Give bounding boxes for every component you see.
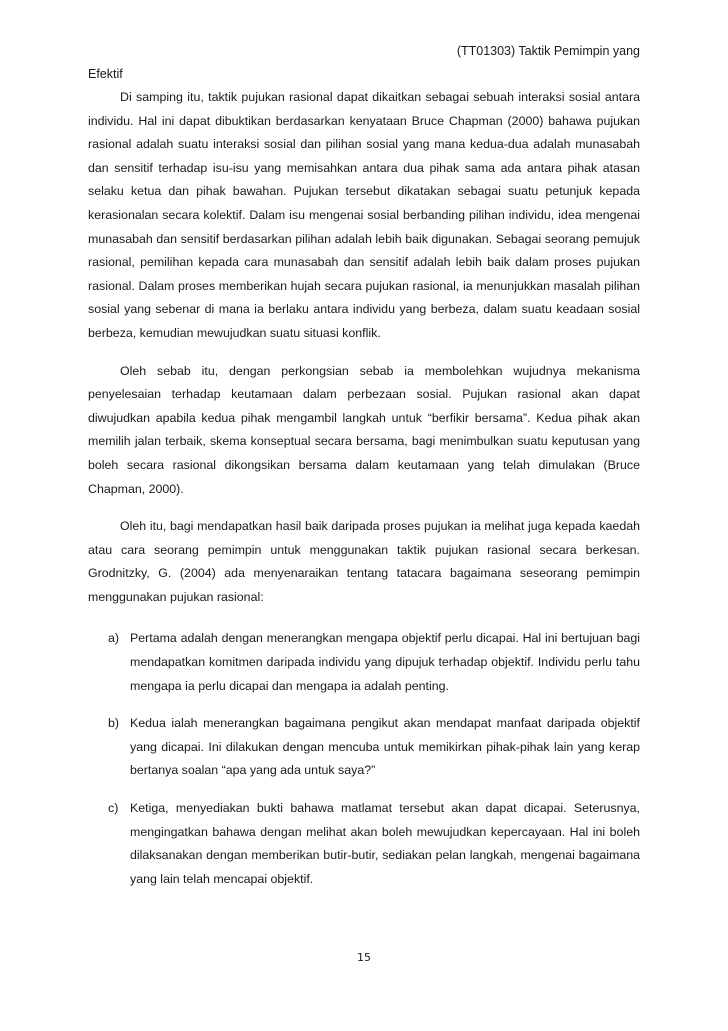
paragraph-1: Di samping itu, taktik pujukan rasional dapat dikaitkan sebagai sebuah interaksi sosial antara individu. Hal ini dapat dibuktikan berdasarkan kenyataan Bruce Chapman (2000) bahawa pujukan rasional adalah suatu interaksi sosial dan pilihan sosial yang mana kedua-dua adalah munasabah dan sensitif terhadap isu-isu yang memisahkan antara dua pihak sama ada antara pihak atasan selaku ketua dan pihak bawahan. Pujukan tersebut dikatakan sebagai suatu petunjuk kepada kerasionalan secara kolektif. Dalam isu mengenai sosial berbanding pilihan individu, idea mengenai munasabah dan sensitif berdasarkan pilihan adalah lebih baik digunakan. Sebagai seorang pemujuk rasional, pemilihan kepada cara munasabah dan sensitif adalah lebih baik dalam proses pujukan rasional. Dalam proses memberikan hujah secara pujukan rasional, ia menunjukkan masalah pilihan sosial yang sebenar di mana ia berlaku antara individu yang berbeza, dalam suatu keadaan sosial berbeza, kemudian mewujudkan suatu situasi konflik.: [88, 90, 640, 340]
list-marker: b): [108, 716, 120, 731]
list-marker: a): [108, 631, 120, 646]
list-item-text: Ketiga, menyediakan bukti bahawa matlamat tersebut akan dapat dicapai. Seterusnya, mengingatkan bahawa dengan melihat akan boleh mewujudkan kepercayaan. Hal ini boleh dilaksanakan dengan memberikan butir-butir, sediakan pelan langkah, mengenai bagaimana yang lain telah mencapai objektif.: [130, 801, 640, 886]
list-item: [88, 712, 640, 783]
page-header: [88, 40, 640, 86]
paragraph-3: Oleh itu, bagi mendapatkan hasil baik daripada proses pujukan ia melihat juga kepada kaedah atau cara seorang pemimpin untuk menggunakan taktik pujukan rasional secara berkesan. Grodnitzky, G. (2004) ada menyenaraikan tentang tatacara bagaimana seseorang pemimpin menggunakan pujukan rasional:: [88, 519, 640, 604]
body-text: [88, 86, 640, 905]
list-item: [88, 627, 640, 698]
paragraph-2: Oleh sebab itu, dengan perkongsian sebab ia membolehkan wujudnya mekanisma penyelesaian terhadap keutamaan dalam perbezaan sosial. Pujukan rasional akan dapat diwujudkan apabila kedua pihak mengambil langkah untuk “berfikir bersama”. Kedua pihak akan memilih jalan terbaik, skema konseptual secara bersama, bagi menimbulkan suatu keputusan yang boleh secara rasional dikongsikan bersama dalam keutamaan yang telah dimulakan (Bruce Chapman, 2000).: [88, 363, 640, 496]
list-marker: c): [108, 801, 119, 816]
list-item-text: Pertama adalah dengan menerangkan mengapa objektif perlu dicapai. Hal ini bertujuan bagi mendapatkan komitmen daripada individu yang dipujuk terhadap objektif. Individu perlu tahu mengapa ia perlu dicapai dan mengapa ia adalah penting.: [130, 631, 640, 693]
page-number: 15: [357, 951, 371, 964]
header-course-title: (TT01303) Taktik Pemimpin yang: [456, 44, 640, 58]
list-item-text: Kedua ialah menerangkan bagaimana pengikut akan mendapat manfaat daripada objektif yang dicapai. Ini dilakukan dengan mencuba untuk memikirkan pihak-pihak lain yang kerap bertanya soalan “apa yang ada untuk saya?”: [130, 716, 640, 778]
header-course-title-continued: Efektif: [88, 67, 123, 81]
list-item: [88, 797, 640, 891]
tactic-steps-list: [88, 627, 640, 891]
